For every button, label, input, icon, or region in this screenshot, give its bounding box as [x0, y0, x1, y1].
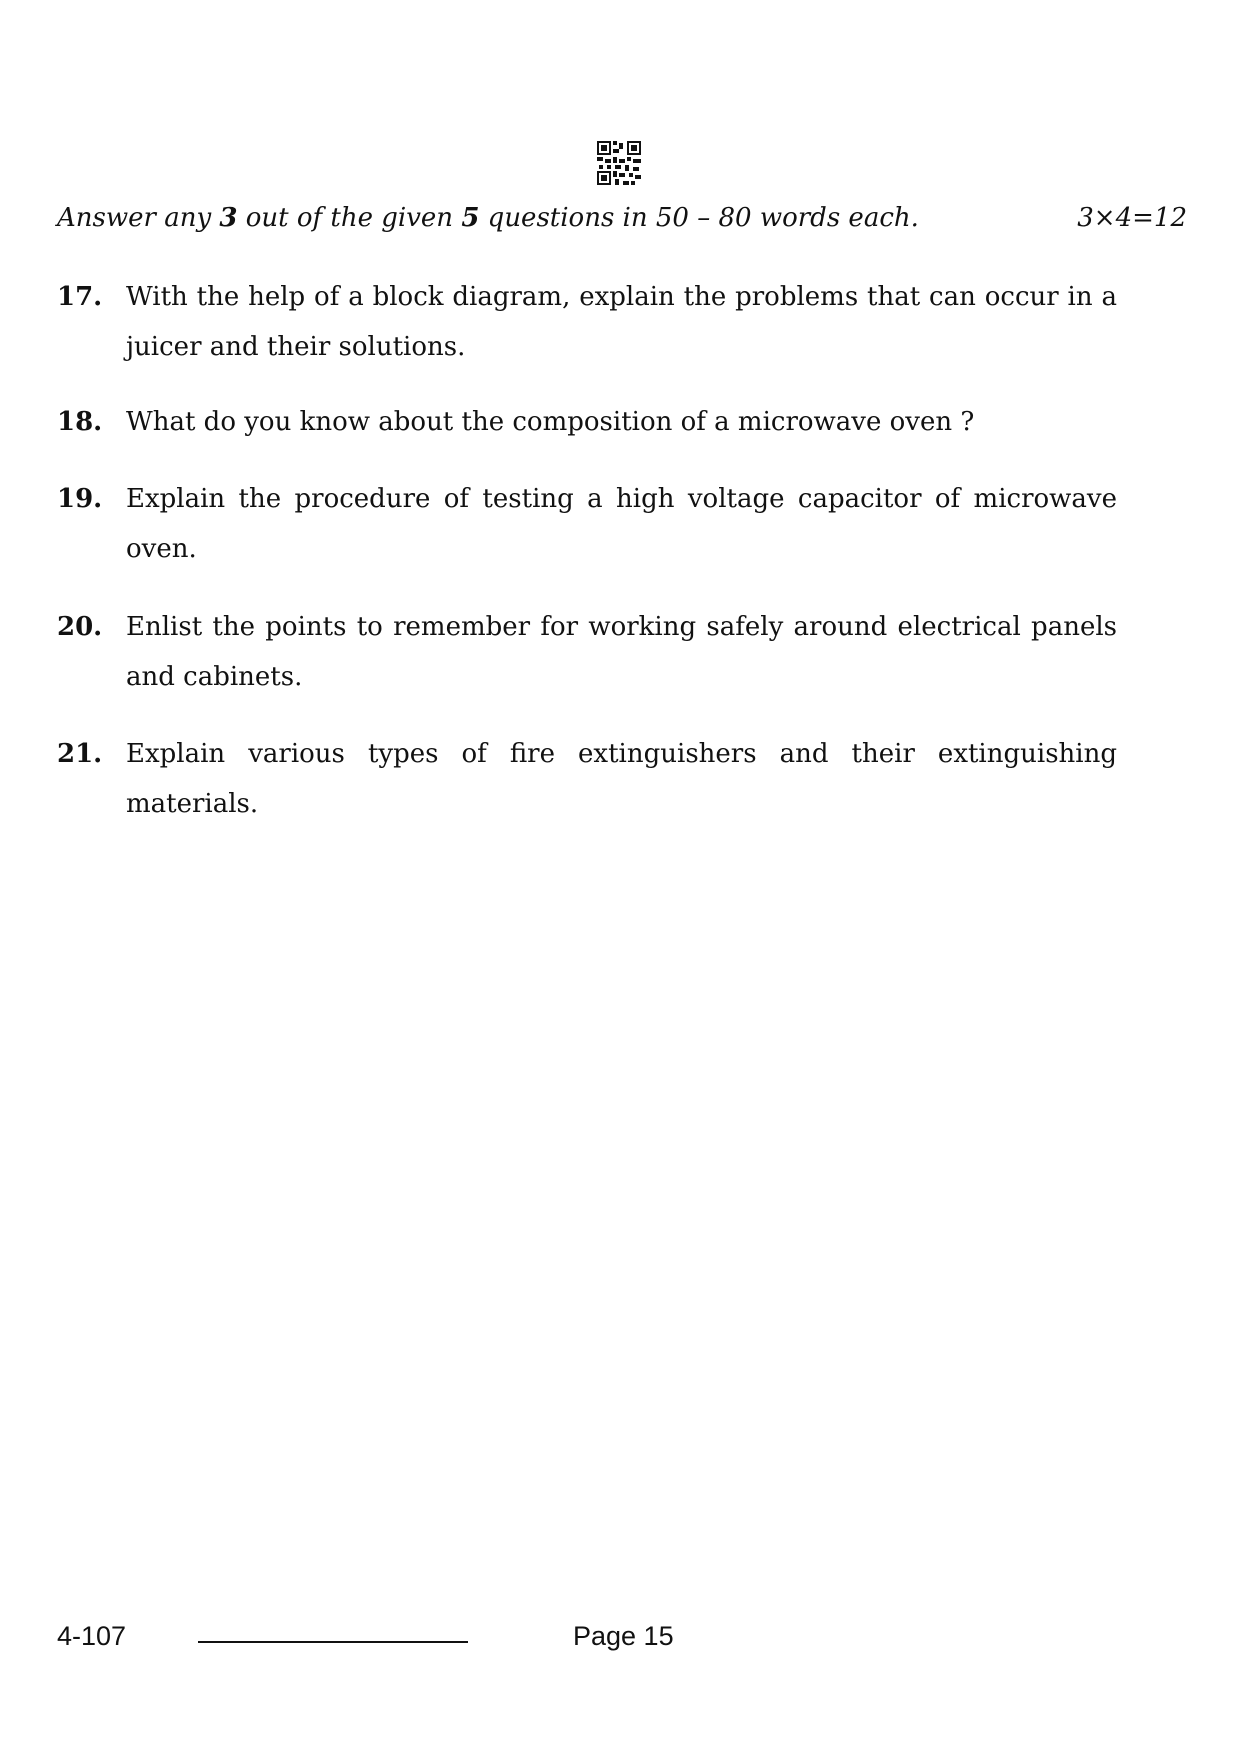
question-text: Explain the procedure of testing a high voltage capacitor of microwave oven. — [126, 484, 1117, 564]
paper-code: 4-107 — [57, 1621, 127, 1651]
instructions-total-count: 5 — [461, 203, 480, 233]
question-number: 17. — [57, 282, 103, 312]
question-19 — [57, 474, 1117, 574]
question-number: 21. — [57, 739, 103, 769]
question-number: 20. — [57, 612, 103, 642]
question-21 — [57, 729, 1117, 829]
question-text: What do you know about the composition of a microwave oven ? — [126, 407, 975, 437]
instructions-post: questions in 50 – 80 words each. — [479, 203, 919, 233]
page-number: Page 15 — [573, 1621, 674, 1651]
question-17 — [57, 272, 1117, 372]
question-20 — [57, 602, 1117, 702]
question-text: With the help of a block diagram, explain the problems that can occur in a juicer and their solutions. — [126, 282, 1117, 362]
question-text: Explain various types of fire extinguishers and their extinguishing materials. — [126, 739, 1117, 819]
qr-code-icon — [597, 141, 641, 185]
instructions-pre: Answer any — [57, 203, 220, 233]
question-18 — [57, 397, 1117, 447]
section-instructions — [57, 196, 1187, 240]
footer-divider — [198, 1641, 468, 1643]
section-marks: 3×4=12 — [1077, 203, 1187, 233]
question-text: Enlist the points to remember for working safely around electrical panels and cabinets. — [126, 612, 1117, 692]
instructions-mid: out of the given — [237, 203, 462, 233]
instructions-answer-count: 3 — [219, 203, 238, 233]
question-number: 19. — [57, 484, 103, 514]
question-number: 18. — [57, 407, 103, 437]
